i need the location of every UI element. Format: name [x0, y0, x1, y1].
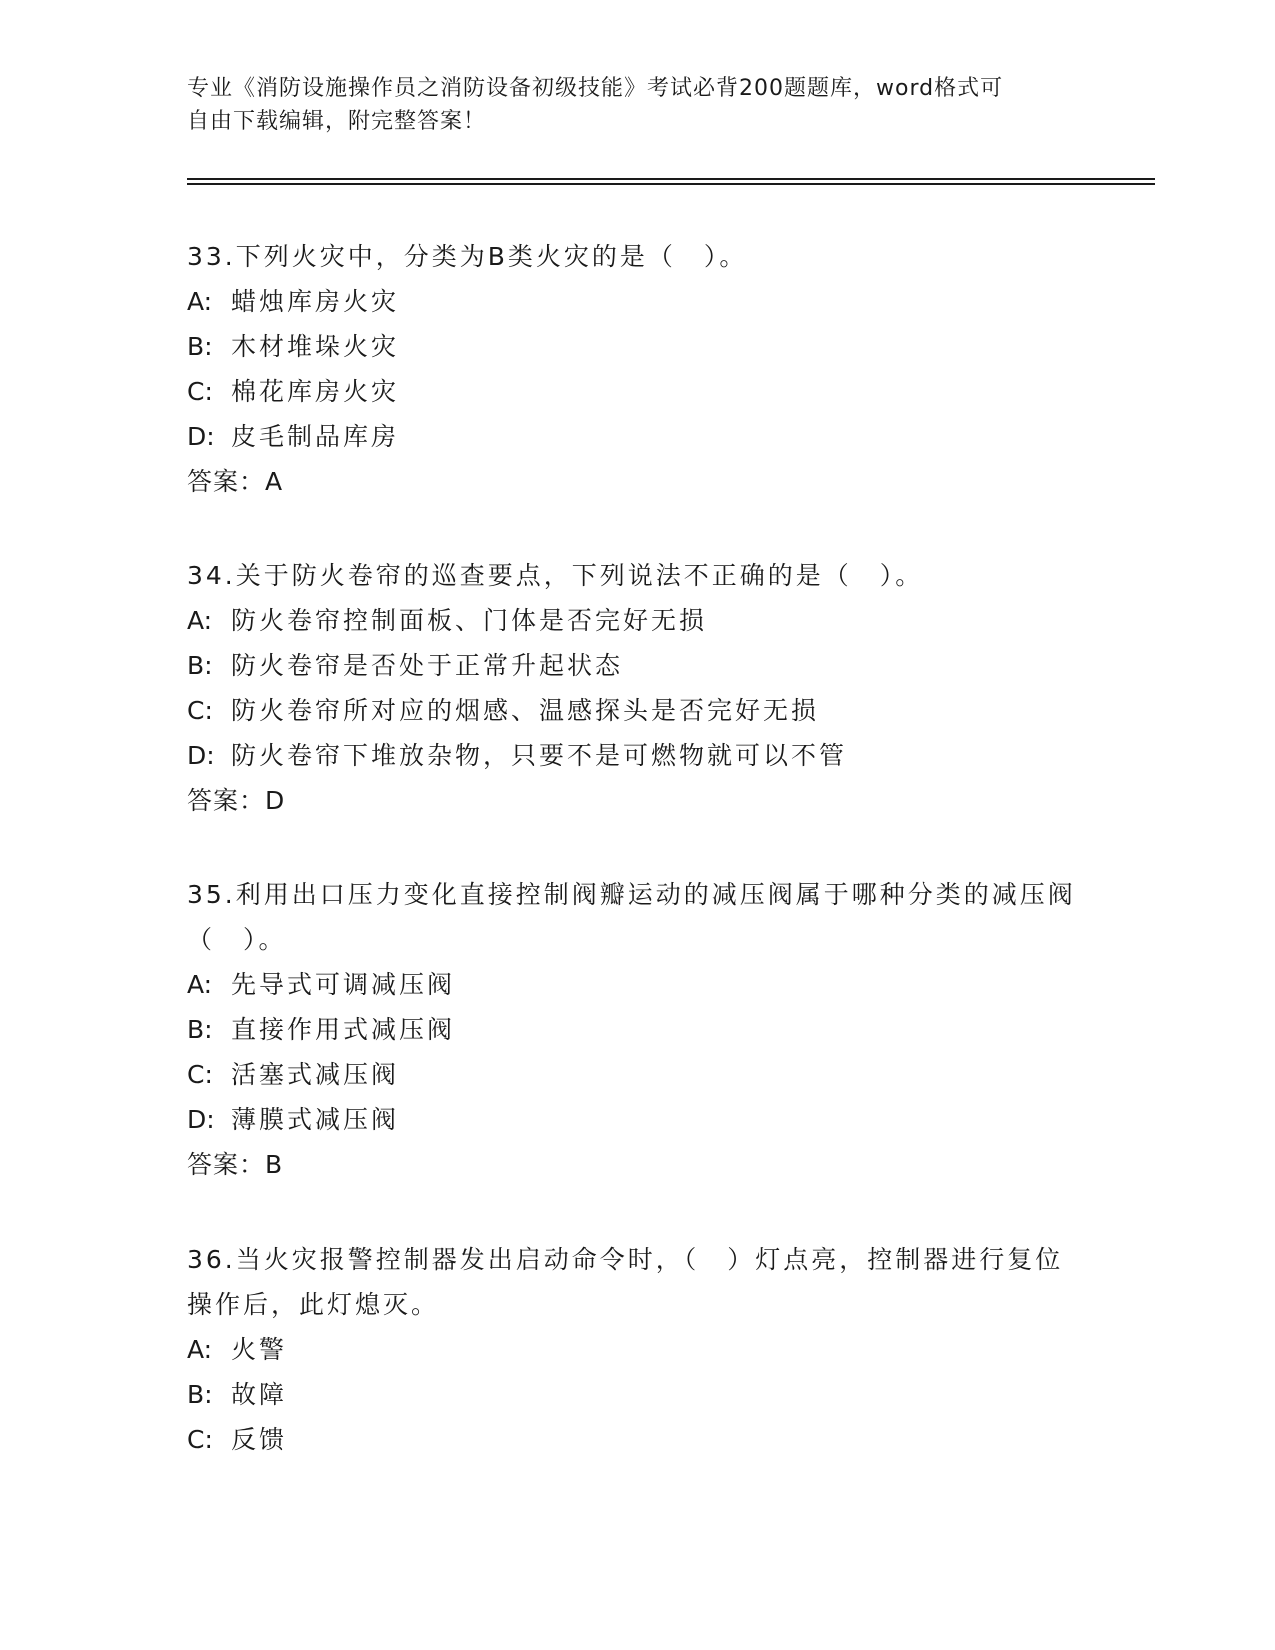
option-text: 棉花库房火灾	[231, 377, 400, 406]
question-stem: 34.关于防火卷帘的巡查要点，下列说法不正确的是（ ）。	[187, 561, 924, 590]
option-c	[187, 1052, 1087, 1097]
option-c	[187, 369, 1087, 414]
option-text: 蜡烛库房火灾	[231, 287, 400, 316]
option-letter: B:	[187, 1380, 213, 1409]
option-text: 直接作用式减压阀	[231, 1015, 456, 1044]
option-letter: C:	[187, 377, 213, 406]
option-a	[187, 962, 1087, 1007]
option-letter: A:	[187, 606, 213, 635]
question-35	[187, 872, 1087, 1187]
option-letter: B:	[187, 651, 213, 680]
option-text: 先导式可调减压阀	[231, 970, 456, 999]
header-divider-bottom	[187, 183, 1155, 185]
option-letter: A:	[187, 1335, 213, 1364]
option-text: 火警	[231, 1335, 288, 1364]
option-letter: D:	[187, 741, 215, 770]
option-a	[187, 279, 1087, 324]
option-letter: C:	[187, 1425, 213, 1454]
option-a	[187, 598, 1087, 643]
option-text: 防火卷帘控制面板、门体是否完好无损	[231, 606, 708, 635]
option-letter: B:	[187, 332, 213, 361]
option-letter: B:	[187, 1015, 213, 1044]
header-line-1: 专业《消防设施操作员之消防设备初级技能》考试必背200题题库，word格式可	[187, 76, 1004, 101]
option-d	[187, 733, 1087, 778]
question-36	[187, 1237, 1087, 1462]
option-letter: A:	[187, 970, 213, 999]
option-text: 反馈	[231, 1425, 288, 1454]
answer: 答案：A	[187, 467, 284, 496]
option-c	[187, 1417, 1087, 1462]
option-a	[187, 1327, 1087, 1372]
option-letter: D:	[187, 1105, 215, 1134]
question-33	[187, 234, 1087, 504]
option-text: 防火卷帘下堆放杂物，只要不是可燃物就可以不管	[231, 741, 848, 770]
option-d	[187, 1097, 1087, 1142]
option-text: 故障	[231, 1380, 288, 1409]
option-letter: D:	[187, 422, 215, 451]
option-text: 活塞式减压阀	[231, 1060, 400, 1089]
answer: 答案：D	[187, 786, 286, 815]
option-d	[187, 414, 1087, 459]
option-text: 防火卷帘是否处于正常升起状态	[231, 651, 624, 680]
option-b	[187, 1372, 1087, 1417]
option-text: 薄膜式减压阀	[231, 1105, 400, 1134]
option-text: 防火卷帘所对应的烟感、温感探头是否完好无损	[231, 696, 820, 725]
option-b	[187, 324, 1087, 369]
header-divider-top	[187, 178, 1155, 180]
option-b	[187, 1007, 1087, 1052]
option-letter: C:	[187, 1060, 213, 1089]
option-text: 皮毛制品库房	[231, 422, 400, 451]
answer: 答案：B	[187, 1150, 284, 1179]
question-stem: 33.下列火灾中，分类为B类火灾的是（ ）。	[187, 242, 748, 271]
option-b	[187, 643, 1087, 688]
question-stem: 36.当火灾报警控制器发出启动命令时，（ ）灯点亮，控制器进行复位操作后，此灯熄灭。	[187, 1245, 1064, 1319]
document-header	[187, 72, 1087, 138]
option-letter: C:	[187, 696, 213, 725]
option-text: 木材堆垛火灾	[231, 332, 400, 361]
option-c	[187, 688, 1087, 733]
header-line-2: 自由下载编辑，附完整答案！	[187, 109, 487, 134]
question-34	[187, 553, 1087, 823]
option-letter: A:	[187, 287, 213, 316]
question-stem: 35.利用出口压力变化直接控制阀瓣运动的减压阀属于哪种分类的减压阀（ ）。	[187, 880, 1076, 954]
